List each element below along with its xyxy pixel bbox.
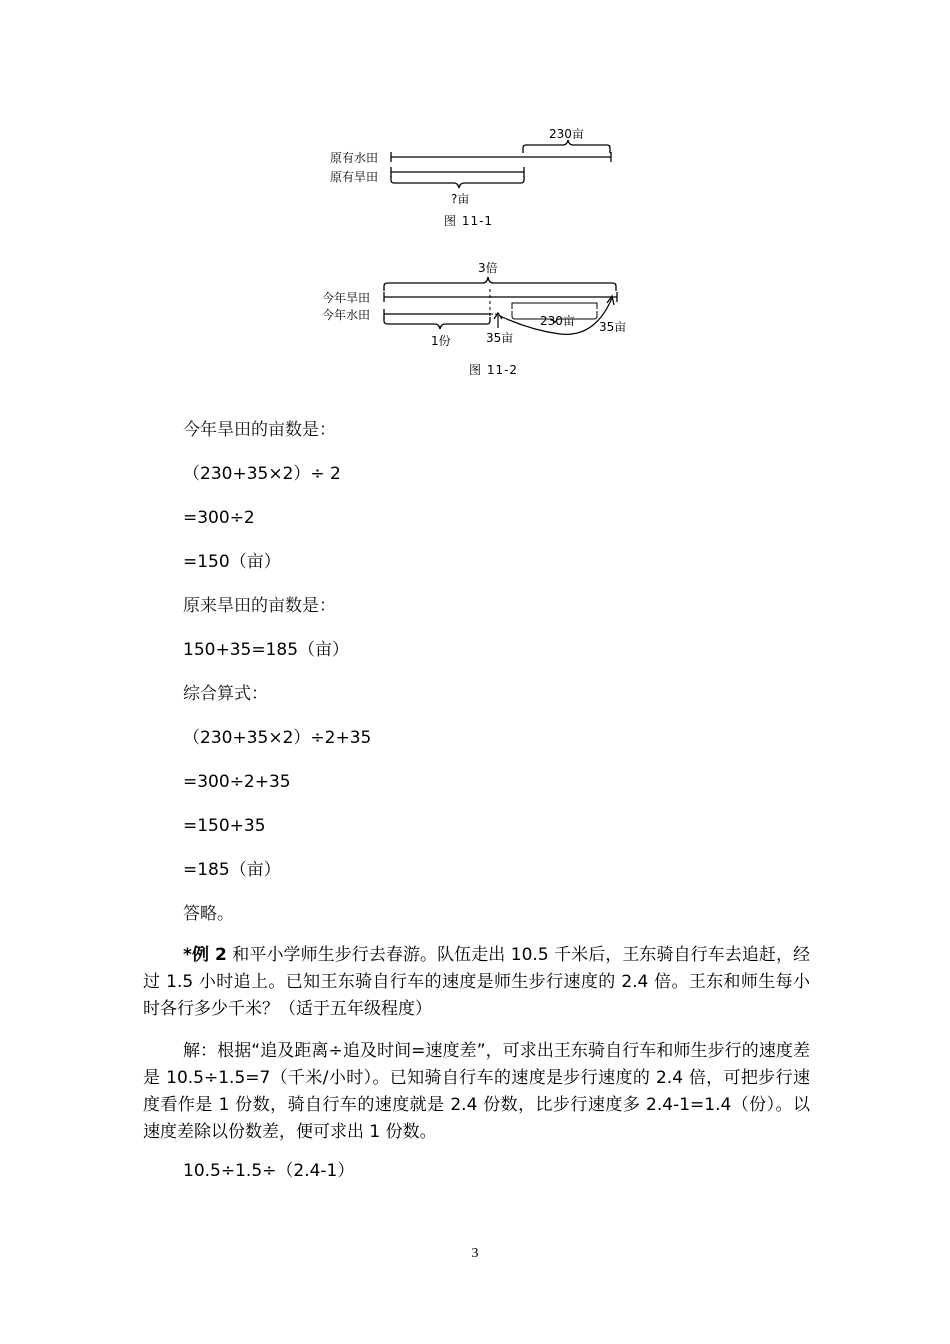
- brace-3-times: [384, 277, 616, 291]
- figure-11-2: [322, 260, 626, 377]
- formula-line: =150+35: [183, 816, 266, 836]
- fig1-brace-top-label: 230亩: [549, 127, 584, 141]
- fig2-inner-brace-top: [512, 303, 597, 309]
- formula-line: =150（亩）: [183, 552, 281, 572]
- fig2-label-35-mid: 35亩: [486, 331, 514, 345]
- example-2-paragraph: [143, 942, 810, 1023]
- text-line: 原来旱田的亩数是：: [183, 596, 336, 616]
- fig1-brace-bottom-label: ?亩: [451, 192, 470, 206]
- formula-line: =185（亩）: [183, 860, 281, 880]
- fig1-label-water: 原有水田: [330, 151, 379, 165]
- fig1-caption: 图 11-1: [444, 214, 494, 228]
- formula-line: （230+35×2）÷2+35: [183, 728, 372, 748]
- text-line: 答略。: [183, 904, 234, 924]
- brace-question-bottom: [391, 176, 524, 188]
- figures-svg: [0, 0, 950, 400]
- text-line: 综合算式：: [183, 684, 268, 704]
- fig2-label-35-right: 35亩: [599, 320, 627, 334]
- text-line: 今年旱田的亩数是：: [183, 420, 336, 440]
- fig1-label-dry: 原有旱田: [330, 170, 379, 184]
- fig2-brace-230-label: 230亩: [540, 314, 575, 328]
- fig2-label-dry: 今年旱田: [322, 291, 371, 305]
- fig2-caption: 图 11-2: [469, 363, 519, 377]
- figure-11-1: [330, 127, 611, 228]
- example-marker: *例 2: [183, 945, 227, 965]
- page-number: 3: [471, 1246, 479, 1261]
- fig2-label-water: 今年水田: [322, 308, 371, 322]
- brace-230-top: [523, 140, 610, 153]
- fig2-label-one-part: 1份: [431, 334, 451, 348]
- formula-line: 150+35=185（亩）: [183, 640, 350, 660]
- formula-line: =300÷2+35: [183, 772, 291, 792]
- example-text: 和平小学师生步行去春游。队伍走出 10.5 千米后，王东骑自行车去追赶，经过 1.5 小时追上。已知王东骑自行车的速度是师生步行速度的 2.4 倍。王东和师生每小时各行多少千米？（适于五年级程度）: [143, 945, 811, 1019]
- formula-line: （230+35×2）÷ 2: [183, 464, 341, 484]
- solution-paragraph: 解：根据“追及距离÷追及时间=速度差”，可求出王东骑自行车和师生步行的速度差是 10.5÷1.5=7（千米/小时）。已知骑自行车的速度是步行速度的 2.4 倍，可把步行速度看作是 1 份数，骑自行车的速度就是 2.4 份数，比步行速度多 2.4-1=1.4（份）。以速度差除以份数差，便可求出 1 份数。: [143, 1041, 810, 1142]
- brace-one-part: [384, 317, 490, 329]
- formula-line-last: 10.5÷1.5÷（2.4-1）: [183, 1161, 355, 1181]
- formula-line: =300÷2: [183, 508, 255, 528]
- fig2-label-times: 3倍: [478, 261, 498, 275]
